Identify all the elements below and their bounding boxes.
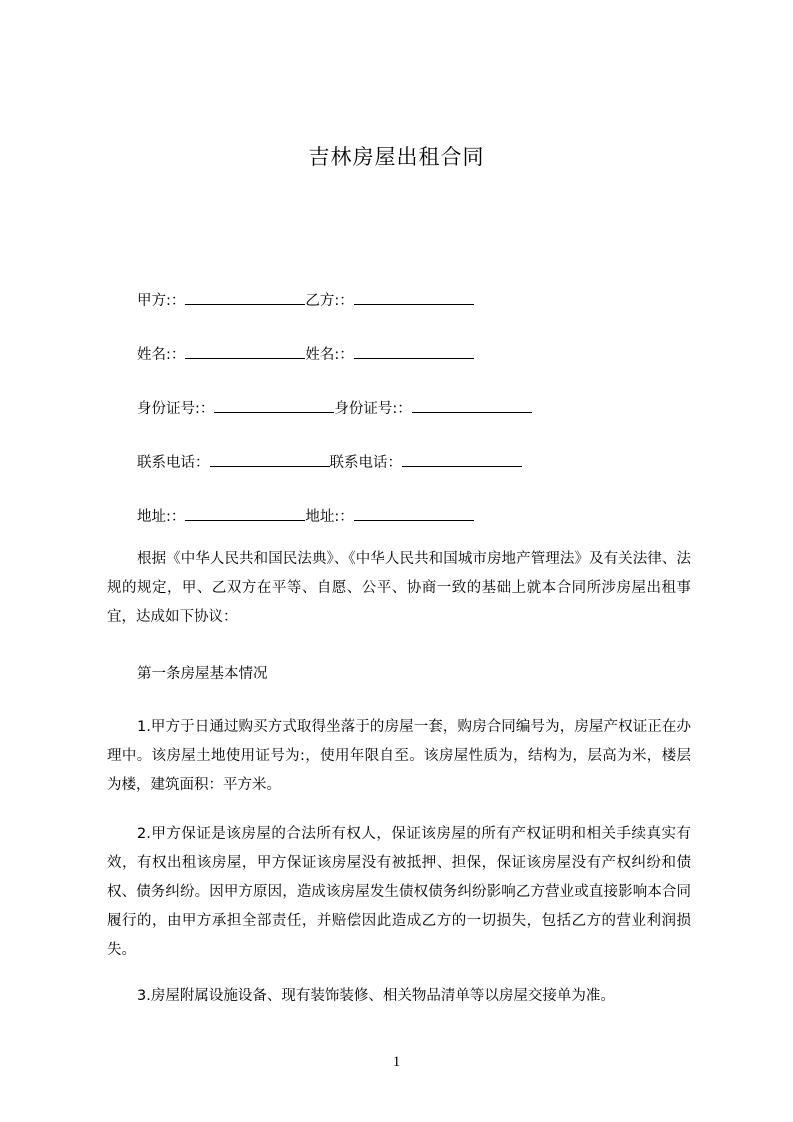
party-row-id — [137, 398, 737, 452]
clause-3-paragraph: 3.房屋附属设施设备、现有装饰装修、相关物品清单等以房屋交接单为准。 — [137, 988, 615, 1004]
party-row-party — [137, 290, 737, 344]
party-a-name-blank[interactable] — [185, 344, 305, 359]
clause-2-paragraph: 2.甲方保证是该房屋的合法所有权人，保证该房屋的所有产权证明和相关手续真实有效，有权出租该房屋，甲方保证该房屋没有被抵押、担保，保证该房屋没有产权纠纷和债权、债务纠纷。因甲方原因，造成该房屋发生债权债务纠纷影响乙方营业或直接影响本合同履行的，由甲方承担全部责任，并赔偿因此造成乙方的一切损失，包括乙方的营业利润损失。 — [107, 826, 691, 958]
intro-paragraph: 根据《中华人民共和国民法典》、《中华人民共和国城市房地产管理法》及有关法律、法规的规定，甲、乙双方在平等、自愿、公平、协商一致的基础上就本合同所涉房屋出租事宜，达成如下协议： — [107, 551, 691, 625]
party-b-id-label: 身份证号:： — [334, 401, 412, 417]
party-b-label: 乙方:： — [305, 293, 354, 309]
party-info-block — [137, 290, 737, 560]
party-b-phone-blank[interactable] — [402, 452, 522, 467]
party-a-id-label: 身份证号:： — [137, 401, 215, 417]
party-a-phone-blank[interactable] — [210, 452, 330, 467]
party-row-name — [137, 344, 737, 398]
party-a-label: 甲方:： — [137, 293, 186, 309]
party-b-id-blank[interactable] — [412, 398, 532, 413]
party-b-address-label: 地址:： — [305, 509, 354, 525]
party-a-name-label: 姓名:： — [137, 347, 186, 363]
party-b-blank[interactable] — [354, 290, 474, 305]
party-row-phone — [137, 452, 737, 506]
article1-heading: 第一条房屋基本情况 — [137, 666, 268, 682]
party-a-address-blank[interactable] — [185, 506, 305, 521]
party-b-name-label: 姓名:： — [305, 347, 354, 363]
party-a-blank[interactable] — [185, 290, 305, 305]
party-a-id-blank[interactable] — [214, 398, 334, 413]
document-title: 吉林房屋出租合同 — [308, 145, 485, 169]
clause-1-paragraph: 1.甲方于日通过购买方式取得坐落于的房屋一套，购房合同编号为，房屋产权证正在办理中。该房屋土地使用证号为:，使用年限自至。该房屋性质为，结构为，层高为米，楼层为楼，建筑面积：平方米。 — [107, 719, 691, 793]
party-a-phone-label: 联系电话： — [137, 455, 210, 471]
party-a-address-label: 地址:： — [137, 509, 186, 525]
party-b-phone-label: 联系电话： — [329, 455, 402, 471]
page-number: 1 — [392, 1054, 401, 1070]
party-b-address-blank[interactable] — [354, 506, 474, 521]
party-b-name-blank[interactable] — [354, 344, 474, 359]
